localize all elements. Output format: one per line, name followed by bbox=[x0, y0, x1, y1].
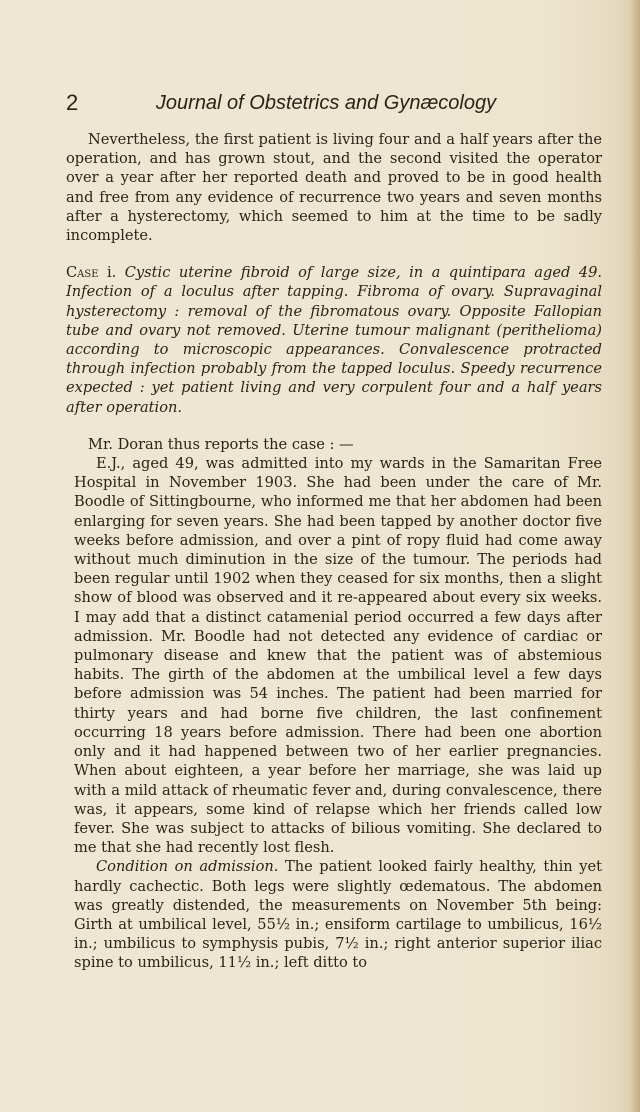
paragraph-condition bbox=[74, 857, 602, 972]
case-report bbox=[74, 454, 602, 972]
paragraph-history: E.J., aged 49, was admitted into my wards in the Samaritan Free Hospital in November 1903. She had been under the care of Mr. Boodle of Sittingbourne, who informed me that her abdomen had been enlarging for seven years. She had been tapped by another doctor five weeks before admission, and over a pint of ropy fluid had come away without much diminution in the size of the tumour. The periods had been regular until 1902 when they ceased for six months, then a slight show of blood was observed and it re-appeared about every six weeks. I may add that a distinct catamenial period occurred a few days after admission. Mr. Boodle had not detected any evidence of cardiac or pulmonary disease and knew that the patient was of abstemious habits. The girth of the abdomen at the umbilical level a few days before admission was 54 inches. The patient had been married for thirty years and had borne five children, the last confinement occurring 18 years before admission. There had been one abortion only and it had happened between two of her earlier pregnancies. When about eighteen, a year before her marriage, she was laid up with a mild attack of rheumatic fever and, during convalescence, there was, it appears, some kind of relapse which her friends called low fever. She was subject to attacks of bilious vomiting. She declared to me that she had recently lost flesh. bbox=[74, 455, 602, 857]
page-number: 2 bbox=[66, 90, 79, 115]
body-text bbox=[66, 130, 602, 973]
condition-text: The patient looked fairly healthy, thin yet hardly cachectic. Both legs were slightly œdematous. The abdomen was greatly distended, the measurements on November 5th being: Girth at umbilical level, 55½ in.; ensiform cartilage to umbilicus, 16½ in.; umbilicus to symphysis pubis, 7½ in.; right anterior superior iliac spine to umbilicus, 11½ in.; left ditto to bbox=[74, 858, 602, 972]
case-label: Case bbox=[66, 264, 99, 282]
condition-heading: Condition on admission. bbox=[96, 858, 279, 876]
report-intro: Mr. Doran thus reports the case : — bbox=[88, 435, 354, 453]
paragraph-opening: Nevertheless, the first patient is living four and a half years after the operation, and has grown stout, and the second visited the operator over a year after her reported death and proved to be in good health and free from any evidence of recurrence two years and seven months after a hysterectomy, which seemed to him at the time to be sadly incomplete. bbox=[66, 131, 602, 245]
case-summary bbox=[66, 263, 602, 417]
running-head: Journal of Obstetrics and Gynæcology bbox=[155, 92, 497, 114]
page-edge-shadow bbox=[630, 0, 640, 1112]
page-header bbox=[66, 90, 586, 120]
case-number: i. bbox=[107, 264, 117, 282]
case-summary-text: Cystic uterine fibroid of large size, in a quintipara aged 49. Infection of a loculus after tapping. Fibroma of ovary. Supravaginal hysterectomy : removal of the fibromatous ovary. Opposite Fallopian tube and ovary not removed. Uterine tumour malignant (perithelioma) according to microscopic appearances. Convalescence protracted through infection probably from the tapped loculus. Speedy recurrence expected : yet patient living and very corpulent four and a half years after operation. bbox=[66, 264, 602, 416]
